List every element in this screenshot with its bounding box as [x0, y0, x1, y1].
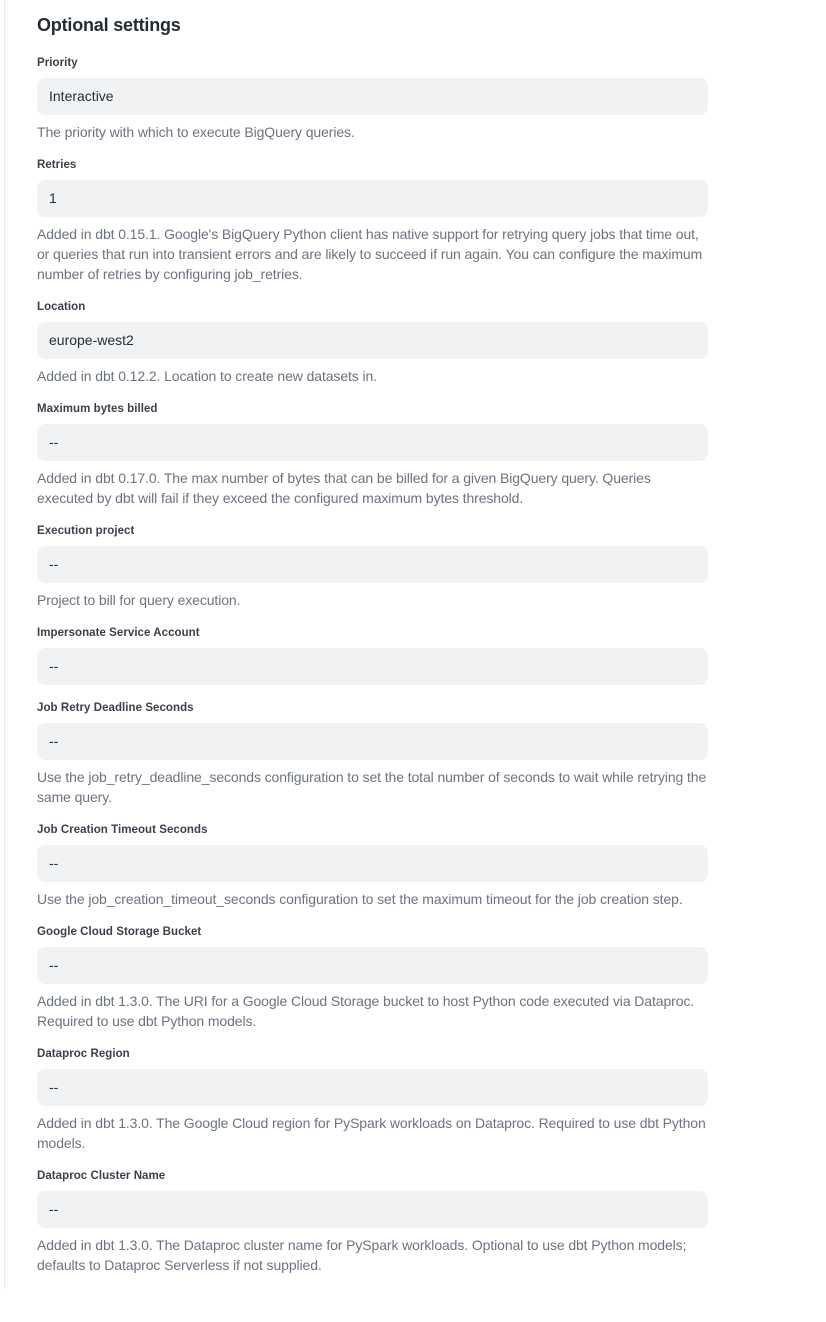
field-label: Google Cloud Storage Bucket — [37, 926, 202, 938]
execution-project-input[interactable] — [37, 546, 708, 583]
location-input[interactable] — [37, 322, 708, 359]
section-title: Optional settings — [37, 15, 181, 35]
field-job-retry-deadline-seconds — [37, 702, 708, 807]
field-dataproc-cluster-name — [37, 1170, 708, 1275]
maximum-bytes-billed-input[interactable] — [37, 424, 708, 461]
dataproc-cluster-name-help-text: Added in dbt 1.3.0. The Dataproc cluster name for PySpark workloads. Optional to use dbt Python models; defaults to Dataproc Serverless if not supplied. — [37, 1237, 687, 1273]
dataproc-cluster-name-input[interactable] — [37, 1191, 708, 1228]
field-execution-project — [37, 525, 708, 610]
field-label: Execution project — [37, 525, 135, 537]
field-input-value: -- — [49, 855, 59, 871]
field-input-value: -- — [49, 957, 59, 973]
field-input-value: -- — [49, 434, 59, 450]
dataproc-region-help-text: Added in dbt 1.3.0. The Google Cloud region for PySpark workloads on Dataproc. Required to use dbt Python models. — [37, 1115, 706, 1151]
field-input-value: -- — [49, 733, 59, 749]
field-input-value: Interactive — [49, 88, 114, 104]
location-help-text: Added in dbt 0.12.2. Location to create new datasets in. — [37, 368, 377, 384]
field-input-value: -- — [49, 658, 59, 674]
retries-input[interactable] — [37, 180, 708, 217]
field-label: Maximum bytes billed — [37, 403, 158, 415]
field-label: Priority — [37, 57, 78, 69]
google-cloud-storage-bucket-input[interactable] — [37, 947, 708, 984]
field-location — [37, 301, 708, 386]
field-impersonate-service-account — [37, 627, 708, 685]
field-label: Location — [37, 301, 86, 313]
field-priority — [37, 57, 708, 142]
field-input-value: -- — [49, 556, 59, 572]
dataproc-region-input[interactable] — [37, 1069, 708, 1106]
field-maximum-bytes-billed — [37, 403, 708, 508]
settings-form — [37, 57, 708, 1275]
retries-help-text: Added in dbt 0.15.1. Google's BigQuery Python client has native support for retrying query jobs that time out, or queries that run into transient errors and are likely to succeed if run again. You can configure the maximum number of retries by configuring job_retries. — [37, 226, 703, 282]
job-retry-deadline-seconds-help-text: Use the job_retry_deadline_seconds configuration to set the total number of seconds to wait while retrying the same query. — [37, 769, 707, 805]
field-google-cloud-storage-bucket — [37, 926, 708, 1031]
field-input-value: -- — [49, 1079, 59, 1095]
field-input-value: europe-west2 — [49, 332, 134, 348]
priority-input[interactable] — [37, 78, 708, 115]
maximum-bytes-billed-help-text: Added in dbt 0.17.0. The max number of bytes that can be billed for a given BigQuery query. Queries executed by dbt will fail if they exceed the configured maximum bytes threshold. — [37, 470, 651, 506]
priority-help-text: The priority with which to execute BigQuery queries. — [37, 124, 355, 140]
job-retry-deadline-seconds-input[interactable] — [37, 723, 708, 760]
field-input-value: 1 — [49, 190, 57, 206]
panel-left-border — [4, 0, 5, 1289]
field-label: Dataproc Region — [37, 1048, 130, 1060]
field-retries — [37, 159, 708, 284]
execution-project-help-text: Project to bill for query execution. — [37, 592, 241, 608]
field-input-value: -- — [49, 1201, 59, 1217]
field-label: Dataproc Cluster Name — [37, 1170, 166, 1182]
job-creation-timeout-seconds-input[interactable] — [37, 845, 708, 882]
field-label: Impersonate Service Account — [37, 627, 200, 639]
field-label: Job Creation Timeout Seconds — [37, 824, 208, 836]
job-creation-timeout-seconds-help-text: Use the job_creation_timeout_seconds configuration to set the maximum timeout for the job creation step. — [37, 891, 683, 907]
google-cloud-storage-bucket-help-text: Added in dbt 1.3.0. The URI for a Google Cloud Storage bucket to host Python code executed via Dataproc. Required to use dbt Python models. — [37, 993, 695, 1029]
field-label: Job Retry Deadline Seconds — [37, 702, 194, 714]
impersonate-service-account-input[interactable] — [37, 648, 708, 685]
field-job-creation-timeout-seconds — [37, 824, 708, 909]
field-dataproc-region — [37, 1048, 708, 1153]
field-label: Retries — [37, 159, 77, 171]
